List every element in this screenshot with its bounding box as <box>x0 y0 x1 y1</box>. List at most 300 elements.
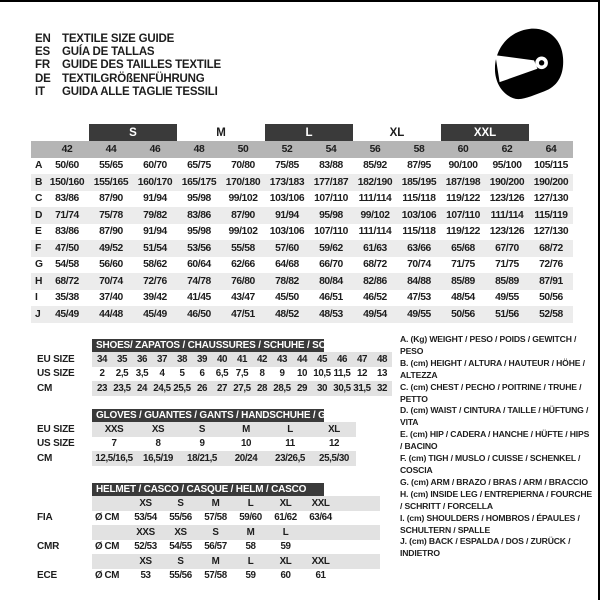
measurement-cell: 95/98 <box>187 193 211 205</box>
measurement-cell: 99/102 <box>353 207 397 224</box>
helmet-size-header: S <box>163 496 198 511</box>
measurement-cell: 51/54 <box>133 240 177 257</box>
corner-cell <box>31 124 45 141</box>
helmet-sizes-row <box>37 525 380 540</box>
size-cell: 16,5/19 <box>136 451 180 466</box>
measurement-cell: 127/130 <box>533 226 569 238</box>
size-cell: 7 <box>111 438 117 450</box>
shoes-table <box>37 339 392 396</box>
measurement-cell: 83/88 <box>319 160 343 172</box>
measurement-cell: 48/53 <box>309 306 353 323</box>
textile-table <box>31 124 573 323</box>
size-group-header: L <box>265 124 353 141</box>
language-row <box>35 86 221 99</box>
helmet-values-row <box>37 540 380 555</box>
size-cell: 41 <box>232 352 252 367</box>
measurement-cell: 95/100 <box>492 160 522 172</box>
legend-item: C. (cm) CHEST / PECHO / POITRINE / TRUHE / PETTO <box>400 381 582 404</box>
size-cell: 27 <box>212 381 232 396</box>
shoes-row <box>37 352 392 367</box>
helmet-size-cell: 59 <box>280 541 291 553</box>
helmet-title: HELMET / CASCO / CASQUE / HELM / CASCO <box>92 483 324 496</box>
spacer-cell <box>37 483 92 496</box>
measurement-cell: 160/170 <box>133 174 177 191</box>
size-cell: 35 <box>112 352 132 367</box>
size-header-cell: 50 <box>221 141 265 158</box>
measurement-cell: 115/118 <box>402 226 436 238</box>
measurement-cell: 91/94 <box>143 226 167 238</box>
size-cell: 42 <box>252 352 272 367</box>
helmet-size-header: M <box>198 496 233 511</box>
measurement-cell: 72/76 <box>133 273 177 290</box>
measurement-cell: 103/106 <box>269 193 305 205</box>
measurement-cell: 185/195 <box>397 174 441 191</box>
row-label: CM <box>37 382 53 394</box>
measurement-cell: 55/58 <box>221 240 265 257</box>
measurement-cell: 103/106 <box>269 226 305 238</box>
size-cell: 48 <box>372 352 392 367</box>
measurement-cell: 91/94 <box>143 193 167 205</box>
measurement-cell: 49/55 <box>397 306 441 323</box>
row-label: US SIZE <box>37 368 75 380</box>
size-cell: 28,5 <box>273 382 291 394</box>
corner-cell <box>31 141 45 158</box>
helmet-size-header: S <box>163 554 198 569</box>
language-row <box>35 46 221 59</box>
measurement-legend <box>400 334 593 560</box>
size-cell: 47 <box>352 352 372 367</box>
size-cell: 45 <box>312 352 332 367</box>
helmet-size-header: XXL <box>303 554 338 569</box>
size-header-cell: 54 <box>309 141 353 158</box>
size-header-cell: 48 <box>177 141 221 158</box>
language-title: GUIDE DES TAILLES TEXTILE <box>62 59 221 72</box>
measurement-cell: 182/190 <box>353 174 397 191</box>
row-letter: I <box>35 292 38 304</box>
measurement-cell: 53/56 <box>177 240 221 257</box>
size-group-header: XL <box>389 126 405 139</box>
size-cell: 11 <box>285 438 295 450</box>
measurement-cell: 111/114 <box>485 207 529 224</box>
measurement-cell: 49/55 <box>495 292 519 304</box>
size-group-header <box>529 124 573 141</box>
size-cell: M <box>224 422 268 437</box>
measurement-cell: 47/53 <box>407 292 431 304</box>
textile-size-table <box>31 124 573 323</box>
helmet-size-cell: 61/62 <box>274 512 297 524</box>
measurement-cell: 127/130 <box>533 193 569 205</box>
measurement-cell: 50/60 <box>55 160 79 172</box>
helmet-size-cell: 56/57 <box>204 541 227 553</box>
measurement-cell: 45/49 <box>45 306 89 323</box>
helmet-size-cell: 59/60 <box>239 512 262 524</box>
helmet-size-cell: 60 <box>280 570 291 582</box>
measurement-cell: 71/75 <box>451 259 475 271</box>
helmet-size-cell: 53/54 <box>134 512 157 524</box>
size-cell: 12 <box>356 368 368 380</box>
measurement-cell: 70/74 <box>407 259 431 271</box>
measurement-cell: 87/90 <box>99 226 123 238</box>
size-cell: 30 <box>312 381 332 396</box>
size-cell: 2 <box>99 368 105 380</box>
size-cell: 39 <box>192 352 212 367</box>
helmet-size-cell: 55/56 <box>169 570 192 582</box>
measurement-cell: 43/47 <box>231 292 255 304</box>
measurement-cell: 165/175 <box>177 174 221 191</box>
measurement-cell: 103/106 <box>397 207 441 224</box>
size-header-cell: 60 <box>441 141 485 158</box>
measurement-row <box>31 191 573 208</box>
helmet-size-header: S <box>198 525 233 540</box>
size-cell: L <box>268 422 312 437</box>
row-label: CM <box>37 452 53 464</box>
measurement-cell: 65/68 <box>441 240 485 257</box>
size-cell: 46 <box>332 352 352 367</box>
helmet-values-row <box>37 569 380 584</box>
filler-cell <box>338 525 380 540</box>
legend-item: F. (cm) TIGH / MUSLO / CUISSE / SCHENKEL / COSCIA <box>400 453 581 475</box>
row-letter: C <box>35 193 43 205</box>
measurement-cell: 85/89 <box>485 273 529 290</box>
measurement-cell: 107/110 <box>314 226 348 238</box>
size-header-cell: 42 <box>45 141 89 158</box>
row-label: EU SIZE <box>37 423 75 435</box>
measurement-cell: 79/82 <box>133 207 177 224</box>
helmet-icon <box>487 16 571 108</box>
measurement-cell: 39/42 <box>143 292 167 304</box>
legend-item: I. (cm) SHOULDERS / HOMBROS / ÉPAULES / SCHULTERN / SPALLE <box>400 512 580 535</box>
measurement-cell: 68/72 <box>363 259 387 271</box>
measurement-cell: 46/52 <box>363 292 387 304</box>
helmet-size-cell: 52/53 <box>134 541 157 553</box>
measurement-row <box>31 224 573 241</box>
measurement-cell: 91/94 <box>265 207 309 224</box>
size-cell: 23,5 <box>113 382 131 394</box>
spacer-cell <box>92 554 128 569</box>
measurement-cell: 111/114 <box>358 226 392 238</box>
helmet-size-cell: 61 <box>315 570 326 582</box>
size-header-cell: 58 <box>397 141 441 158</box>
size-cell: 43 <box>272 352 292 367</box>
helmet-size-cell: 59 <box>245 570 256 582</box>
gloves-row <box>37 422 356 437</box>
measurement-row <box>31 158 573 175</box>
measurement-cell: 85/92 <box>363 160 387 172</box>
measurement-row <box>31 306 573 323</box>
measurement-cell: 49/52 <box>89 240 133 257</box>
measurement-cell: 45/50 <box>275 292 299 304</box>
language-title: TEXTILGRÖßENFÜHRUNG <box>62 72 205 85</box>
size-cell: 18/21,5 <box>180 451 224 466</box>
measurement-cell: 46/50 <box>177 306 221 323</box>
gloves-table <box>37 409 356 466</box>
size-header-cell: 64 <box>529 141 573 158</box>
language-header <box>35 33 221 99</box>
standard-label: FIA <box>37 512 53 524</box>
standard-label: CMR <box>37 541 60 553</box>
helmet-size-header: XL <box>268 496 303 511</box>
size-cell: 23 <box>92 381 112 396</box>
filler-cell <box>338 511 380 526</box>
measurement-cell: 54/58 <box>55 259 79 271</box>
unit-label: Ø CM <box>95 541 119 553</box>
measurement-cell: 74/78 <box>177 273 221 290</box>
measurement-cell: 75/85 <box>275 160 299 172</box>
size-cell: 25,5/30 <box>312 451 356 466</box>
title-cell <box>92 409 356 422</box>
numeric-sizes-row <box>31 141 573 158</box>
title-row <box>37 409 356 422</box>
helmet-size-cell: 63/64 <box>309 512 332 524</box>
measurement-cell: 55/65 <box>99 160 123 172</box>
spacer-cell <box>37 496 92 511</box>
size-cell: 37 <box>152 352 172 367</box>
size-cell: 9 <box>199 438 205 450</box>
helmet-size-header: XXS <box>128 525 163 540</box>
measurement-cell: 70/80 <box>231 160 255 172</box>
measurement-cell: 76/80 <box>221 273 265 290</box>
helmet-size-header: XL <box>268 554 303 569</box>
measurement-cell: 49/54 <box>353 306 397 323</box>
measurement-cell: 83/86 <box>55 193 79 205</box>
measurement-cell: 95/98 <box>187 226 211 238</box>
shoes-table <box>37 339 392 396</box>
helmet-size-header: L <box>233 554 268 569</box>
size-cell: 34 <box>92 352 112 367</box>
measurement-cell: 83/86 <box>177 207 221 224</box>
helmet-table <box>37 483 380 583</box>
measurement-cell: 57/60 <box>265 240 309 257</box>
measurement-cell: 71/74 <box>45 207 89 224</box>
size-cell: 36 <box>132 352 152 367</box>
measurement-cell: 95/98 <box>309 207 353 224</box>
unit-label: Ø CM <box>95 512 119 524</box>
measurement-cell: 51/56 <box>485 306 529 323</box>
size-cell: 10 <box>296 368 308 380</box>
size-cell: 44 <box>292 352 312 367</box>
measurement-cell: 72/76 <box>539 259 563 271</box>
measurement-cell: 47/51 <box>221 306 265 323</box>
measurement-cell: 82/86 <box>353 273 397 290</box>
gloves-row <box>37 437 356 452</box>
size-cell: 8 <box>155 438 161 450</box>
helmet-size-header: XXL <box>303 496 338 511</box>
row-letter: H <box>31 273 45 290</box>
measurement-cell: 99/102 <box>228 193 258 205</box>
measurement-cell: 44/48 <box>89 306 133 323</box>
measurement-cell: 56/60 <box>99 259 123 271</box>
measurement-cell: 85/89 <box>441 273 485 290</box>
filler-cell <box>338 569 380 584</box>
measurement-cell: 155/165 <box>89 174 133 191</box>
helmet-size-cell: 58 <box>245 541 256 553</box>
measurement-cell: 50/56 <box>441 306 485 323</box>
measurement-row <box>31 257 573 274</box>
helmet-sizes-row <box>37 554 380 569</box>
helmet-size-header: XS <box>128 496 163 511</box>
measurement-cell: 41/45 <box>187 292 211 304</box>
measurement-cell: 61/63 <box>353 240 397 257</box>
measurement-cell: 58/62 <box>143 259 167 271</box>
shoes-row <box>37 367 392 382</box>
measurement-cell: 70/74 <box>89 273 133 290</box>
size-cell: 8 <box>259 368 265 380</box>
measurement-row <box>31 207 573 224</box>
size-cell: 28 <box>252 381 272 396</box>
size-cell: 10 <box>240 438 252 450</box>
measurement-cell: 115/119 <box>529 207 573 224</box>
helmet-size-cell: 57/58 <box>204 570 227 582</box>
helmet-size-cell: 55/56 <box>169 512 192 524</box>
measurement-cell: 48/52 <box>265 306 309 323</box>
spacer-cell <box>37 525 92 540</box>
measurement-cell: 90/100 <box>448 160 478 172</box>
size-cell: 5 <box>179 368 185 380</box>
row-letter: E <box>35 226 42 238</box>
size-cell: 11,5 <box>333 368 351 380</box>
size-group-header: S <box>89 124 177 141</box>
size-header-cell: 52 <box>265 141 309 158</box>
filler-cell <box>338 496 380 511</box>
measurement-cell: 60/70 <box>143 160 167 172</box>
measurement-cell: 75/78 <box>89 207 133 224</box>
size-cell: 20/24 <box>224 451 268 466</box>
helmet-size-header: L <box>233 496 268 511</box>
shoes-row <box>37 381 392 396</box>
size-cell: 25,5 <box>173 382 191 394</box>
size-cell: 26 <box>192 381 212 396</box>
language-code: IT <box>35 85 45 98</box>
measurement-cell: 71/75 <box>495 259 519 271</box>
measurement-cell: 107/110 <box>314 193 348 205</box>
measurement-cell: 170/180 <box>221 174 265 191</box>
language-title: TEXTILE SIZE GUIDE <box>62 33 175 45</box>
helmet-sizes-row <box>37 496 380 511</box>
size-cell: 6 <box>199 368 205 380</box>
size-cell: 12,5/16,5 <box>92 451 136 466</box>
measurement-cell: 190/200 <box>529 174 573 191</box>
measurement-cell: 119/122 <box>446 193 480 205</box>
legend-item: E. (cm) HIP / CADERA / HANCHE / HÜFTE / HIPS / BACINO <box>400 429 590 452</box>
legend-item: G. (cm) ARM / BRAZO / BRAS / ARM / BRACCIO <box>400 476 588 487</box>
size-cell: 31,5 <box>353 382 371 394</box>
standard-label: ECE <box>37 570 57 582</box>
row-label: US SIZE <box>37 438 75 450</box>
measurement-cell: 45/49 <box>133 306 177 323</box>
size-cell: 12 <box>328 438 340 450</box>
filler-cell <box>338 540 380 555</box>
measurement-cell: 83/86 <box>55 226 79 238</box>
measurement-cell: 190/200 <box>485 174 529 191</box>
size-cell: 38 <box>172 352 192 367</box>
size-cell: 29 <box>292 381 312 396</box>
language-row <box>35 59 221 72</box>
row-letter: J <box>31 306 45 323</box>
size-header-cell: 44 <box>89 141 133 158</box>
gloves-row <box>37 451 356 466</box>
measurement-row <box>31 240 573 257</box>
title-cell <box>92 483 380 496</box>
size-cell: 32 <box>372 381 392 396</box>
size-cell: 4 <box>159 368 165 380</box>
measurement-cell: 80/84 <box>309 273 353 290</box>
measurement-cell: 65/75 <box>187 160 211 172</box>
legend-item: D. (cm) WAIST / CINTURA / TAILLE / HÜFTUNG / VITA <box>400 405 589 428</box>
language-row <box>35 73 221 86</box>
row-letter: D <box>31 207 45 224</box>
helmet-size-cell: 53 <box>140 570 151 582</box>
measurement-cell: 59/62 <box>309 240 353 257</box>
measurement-cell: 66/70 <box>319 259 343 271</box>
size-cell: S <box>180 422 224 437</box>
spacer-cell <box>37 554 92 569</box>
legend-item: A. (Kg) WEIGHT / PESO / POIDS / GEWITCH / PESO <box>400 334 577 356</box>
size-cell: 6,5 <box>215 368 229 380</box>
language-code: ES <box>35 46 50 59</box>
measurement-cell: 105/115 <box>534 160 568 172</box>
measurement-cell: 107/110 <box>441 207 485 224</box>
helmet-size-header: XS <box>163 525 198 540</box>
helmet-size-header: XS <box>128 554 163 569</box>
gloves-title: GLOVES / GUANTES / GANTS / HANDSCHUHE / GUANTI <box>92 409 324 422</box>
spacer-cell <box>37 339 92 352</box>
size-group-header: XXL <box>441 124 529 141</box>
spacer-cell <box>37 409 92 422</box>
measurement-cell: 115/118 <box>402 193 436 205</box>
unit-label: Ø CM <box>95 570 119 582</box>
measurement-cell: 87/90 <box>99 193 123 205</box>
measurement-cell: 62/66 <box>231 259 255 271</box>
measurement-row <box>31 290 573 307</box>
measurement-cell: 63/66 <box>397 240 441 257</box>
helmet-size-cell: 54/55 <box>169 541 192 553</box>
language-code: EN <box>35 33 51 45</box>
measurement-cell: 50/56 <box>539 292 563 304</box>
title-row <box>37 339 392 352</box>
size-header-cell: 46 <box>133 141 177 158</box>
spacer-cell <box>92 525 128 540</box>
size-cell: 7,5 <box>235 368 249 380</box>
row-letter: A <box>35 160 43 172</box>
size-cell: XS <box>136 422 180 437</box>
size-cell: 10,5 <box>313 368 331 380</box>
helmet-size-cell: 57/58 <box>204 512 227 524</box>
legend-item: B. (cm) HEIGHT / ALTURA / HAUTEUR / HÖHE / ALTEZZA <box>400 357 585 380</box>
measurement-cell: 123/126 <box>489 193 525 205</box>
measurement-row <box>31 174 573 191</box>
gloves-table <box>37 409 356 466</box>
row-letter: G <box>35 259 44 271</box>
size-header-cell: 56 <box>353 141 397 158</box>
language-row <box>35 33 221 46</box>
legend-item: J. (cm) BACK / ESPALDA / DOS / ZURÜCK / INDIETRO <box>400 536 571 559</box>
measurement-cell: 84/88 <box>397 273 441 290</box>
legend-item: H. (cm) INSIDE LEG / ENTREPIERNA / FOURCHE / SCHRITT / FORCELLA <box>400 488 593 511</box>
helmet-standards-table <box>37 483 380 583</box>
size-group-header <box>45 124 89 141</box>
size-group-header: M <box>216 126 226 139</box>
size-cell: 30,5 <box>333 382 351 394</box>
size-cell: XL <box>312 422 356 437</box>
size-cell: 2,5 <box>115 368 129 380</box>
row-letter: F <box>31 240 45 257</box>
helmet-size-cell <box>303 540 338 555</box>
measurement-cell: 52/58 <box>529 306 573 323</box>
measurement-cell: 37/40 <box>99 292 123 304</box>
row-letter: B <box>31 174 45 191</box>
size-group-row <box>31 124 573 141</box>
measurement-cell: 68/72 <box>529 240 573 257</box>
